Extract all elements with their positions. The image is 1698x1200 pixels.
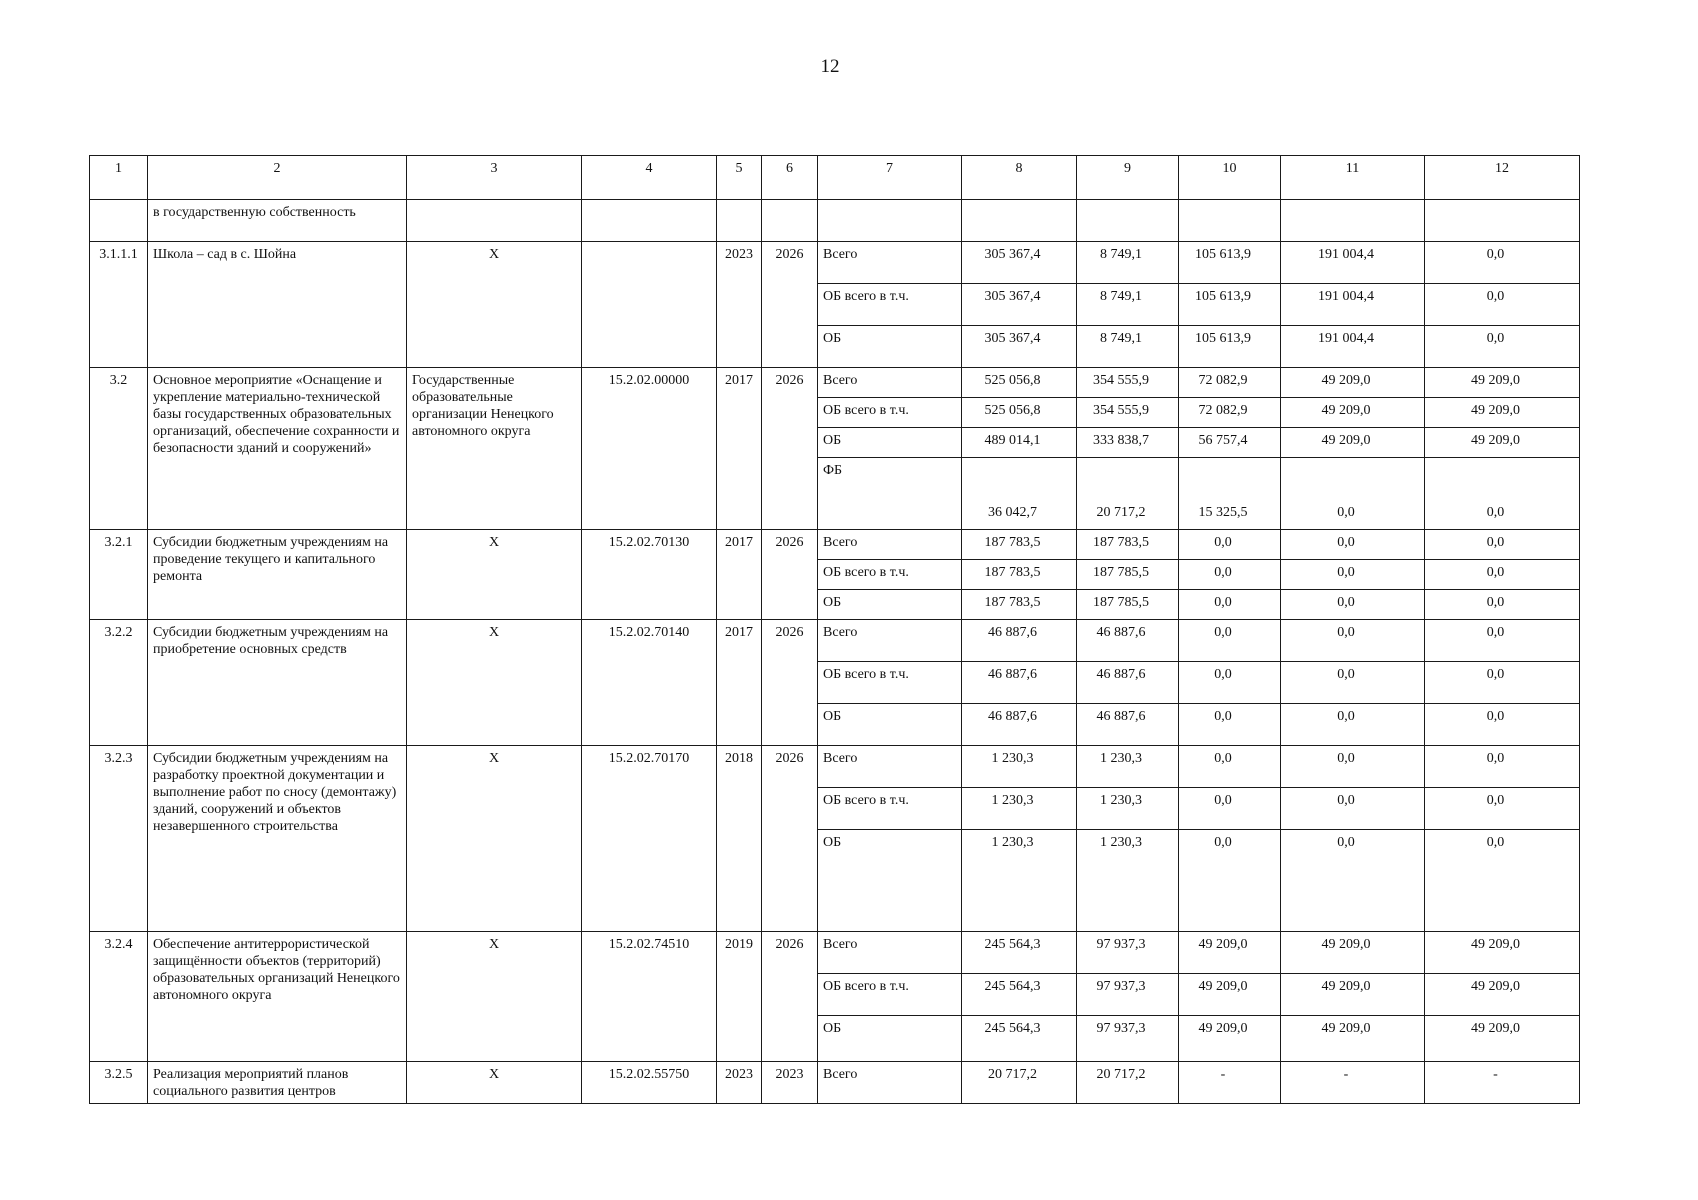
column-number: 3 xyxy=(407,156,582,200)
amount-11: 49 209,0 xyxy=(1281,1016,1425,1062)
amount-12: 49 209,0 xyxy=(1425,1016,1580,1062)
column-number: 9 xyxy=(1077,156,1179,200)
amount-9: 333 838,7 xyxy=(1077,428,1179,458)
row-code xyxy=(582,242,717,368)
row-number: 3.2.3 xyxy=(90,746,148,932)
row-number: 3.2.2 xyxy=(90,620,148,746)
amount-12: - xyxy=(1425,1062,1580,1104)
funding-source: ОБ всего в т.ч. xyxy=(818,560,962,590)
row-end-year: 2026 xyxy=(762,368,818,530)
amount-11: 0,0 xyxy=(1281,590,1425,620)
amount-8: 46 887,6 xyxy=(962,662,1077,704)
row-executor: Х xyxy=(407,932,582,1062)
row-start-year: 2017 xyxy=(717,368,762,530)
budget-table xyxy=(89,155,1580,1104)
column-number: 8 xyxy=(962,156,1077,200)
amount-8: 245 564,3 xyxy=(962,932,1077,974)
amount-9: 1 230,3 xyxy=(1077,788,1179,830)
row-executor: Х xyxy=(407,530,582,620)
amount-10: 0,0 xyxy=(1179,662,1281,704)
row-number: 3.2.5 xyxy=(90,1062,148,1104)
table-row xyxy=(90,620,1580,662)
amount-8: 46 887,6 xyxy=(962,704,1077,746)
amount-11: 0,0 xyxy=(1281,560,1425,590)
amount-9: 46 887,6 xyxy=(1077,662,1179,704)
amount-9: 97 937,3 xyxy=(1077,932,1179,974)
amount-11: 49 209,0 xyxy=(1281,974,1425,1016)
table-row xyxy=(90,530,1580,560)
amount-10: 0,0 xyxy=(1179,560,1281,590)
amount-12: 0,0 xyxy=(1425,530,1580,560)
amount-10: 72 082,9 xyxy=(1179,398,1281,428)
row-number: 3.2 xyxy=(90,368,148,530)
row-start-year: 2017 xyxy=(717,620,762,746)
row-executor: Государственные образовательные организации Ненецкого автономного округа xyxy=(407,368,582,530)
amount-12: 0,0 xyxy=(1425,704,1580,746)
amount-10: 0,0 xyxy=(1179,830,1281,932)
row-executor: Х xyxy=(407,620,582,746)
amount-8: 20 717,2 xyxy=(962,1062,1077,1104)
table-row xyxy=(90,242,1580,284)
amount-8: 245 564,3 xyxy=(962,974,1077,1016)
amount-9: 46 887,6 xyxy=(1077,704,1179,746)
column-number: 4 xyxy=(582,156,717,200)
amount-10: 15 325,5 xyxy=(1179,458,1281,530)
amount-12: 49 209,0 xyxy=(1425,974,1580,1016)
row-start-year: 2023 xyxy=(717,242,762,368)
amount-11: 0,0 xyxy=(1281,830,1425,932)
funding-source: ОБ всего в т.ч. xyxy=(818,398,962,428)
row-end-year: 2026 xyxy=(762,242,818,368)
funding-source: ОБ xyxy=(818,326,962,368)
amount-8: 187 783,5 xyxy=(962,530,1077,560)
funding-source: Всего xyxy=(818,368,962,398)
amount-11: 49 209,0 xyxy=(1281,368,1425,398)
amount-10: 0,0 xyxy=(1179,590,1281,620)
column-number: 7 xyxy=(818,156,962,200)
amount-8: 305 367,4 xyxy=(962,242,1077,284)
column-number: 2 xyxy=(148,156,407,200)
amount-9: 20 717,2 xyxy=(1077,1062,1179,1104)
funding-source: Всего xyxy=(818,932,962,974)
continuation-text: в государственную собственность xyxy=(148,200,407,242)
amount-10: 105 613,9 xyxy=(1179,242,1281,284)
amount-10: 0,0 xyxy=(1179,746,1281,788)
amount-9: 354 555,9 xyxy=(1077,368,1179,398)
amount-8: 305 367,4 xyxy=(962,284,1077,326)
amount-11: 191 004,4 xyxy=(1281,284,1425,326)
amount-12: 0,0 xyxy=(1425,326,1580,368)
funding-source: ОБ xyxy=(818,590,962,620)
amount-11: 0,0 xyxy=(1281,704,1425,746)
amount-11: 49 209,0 xyxy=(1281,428,1425,458)
amount-10: - xyxy=(1179,1062,1281,1104)
funding-source: ОБ xyxy=(818,1016,962,1062)
row-name: Реализация мероприятий планов социального развития центров xyxy=(148,1062,407,1104)
row-code: 15.2.02.70170 xyxy=(582,746,717,932)
row-executor: Х xyxy=(407,1062,582,1104)
amount-8: 489 014,1 xyxy=(962,428,1077,458)
row-end-year: 2026 xyxy=(762,932,818,1062)
table-row xyxy=(90,746,1580,788)
amount-9: 97 937,3 xyxy=(1077,974,1179,1016)
column-number: 6 xyxy=(762,156,818,200)
row-code: 15.2.02.55750 xyxy=(582,1062,717,1104)
continuation-row xyxy=(90,200,1580,242)
amount-12: 0,0 xyxy=(1425,284,1580,326)
amount-10: 49 209,0 xyxy=(1179,1016,1281,1062)
row-end-year: 2026 xyxy=(762,620,818,746)
amount-8: 1 230,3 xyxy=(962,746,1077,788)
row-end-year: 2023 xyxy=(762,1062,818,1104)
amount-9: 8 749,1 xyxy=(1077,284,1179,326)
table-row xyxy=(90,368,1580,398)
funding-source: ОБ всего в т.ч. xyxy=(818,788,962,830)
amount-10: 105 613,9 xyxy=(1179,284,1281,326)
amount-8: 525 056,8 xyxy=(962,398,1077,428)
amount-10: 105 613,9 xyxy=(1179,326,1281,368)
amount-12: 49 209,0 xyxy=(1425,368,1580,398)
amount-8: 525 056,8 xyxy=(962,368,1077,398)
amount-9: 8 749,1 xyxy=(1077,326,1179,368)
row-name: Субсидии бюджетным учреждениям на приобретение основных средств xyxy=(148,620,407,746)
amount-9: 187 785,5 xyxy=(1077,590,1179,620)
row-start-year: 2023 xyxy=(717,1062,762,1104)
amount-11: 191 004,4 xyxy=(1281,326,1425,368)
column-number: 1 xyxy=(90,156,148,200)
amount-12: 49 209,0 xyxy=(1425,428,1580,458)
row-name: Основное мероприятие «Оснащение и укрепление материально-технической базы государственных образовательных организаций, обеспечение сохранности и безопасности зданий и сооружений» xyxy=(148,368,407,530)
amount-11: 0,0 xyxy=(1281,788,1425,830)
amount-12: 49 209,0 xyxy=(1425,398,1580,428)
amount-8: 36 042,7 xyxy=(962,458,1077,530)
amount-8: 1 230,3 xyxy=(962,788,1077,830)
amount-9: 8 749,1 xyxy=(1077,242,1179,284)
funding-source: ОБ всего в т.ч. xyxy=(818,662,962,704)
row-executor: Х xyxy=(407,746,582,932)
funding-source: Всего xyxy=(818,1062,962,1104)
amount-11: 49 209,0 xyxy=(1281,932,1425,974)
amount-12: 49 209,0 xyxy=(1425,932,1580,974)
amount-12: 0,0 xyxy=(1425,788,1580,830)
amount-11: 0,0 xyxy=(1281,458,1425,530)
amount-8: 1 230,3 xyxy=(962,830,1077,932)
funding-source: ФБ xyxy=(818,458,962,530)
row-code: 15.2.02.00000 xyxy=(582,368,717,530)
amount-9: 20 717,2 xyxy=(1077,458,1179,530)
funding-source: Всего xyxy=(818,746,962,788)
amount-9: 187 785,5 xyxy=(1077,560,1179,590)
amount-12: 0,0 xyxy=(1425,620,1580,662)
row-code: 15.2.02.70130 xyxy=(582,530,717,620)
column-number: 11 xyxy=(1281,156,1425,200)
row-number: 3.2.4 xyxy=(90,932,148,1062)
amount-10: 0,0 xyxy=(1179,620,1281,662)
amount-12: 0,0 xyxy=(1425,590,1580,620)
funding-source: ОБ xyxy=(818,704,962,746)
amount-11: 0,0 xyxy=(1281,662,1425,704)
row-number: 3.1.1.1 xyxy=(90,242,148,368)
row-end-year: 2026 xyxy=(762,530,818,620)
amount-12: 0,0 xyxy=(1425,662,1580,704)
row-name: Субсидии бюджетным учреждениям на разработку проектной документации и выполнение работ по сносу (демонтажу) зданий, сооружений и объектов незавершенного строительства xyxy=(148,746,407,932)
row-start-year: 2019 xyxy=(717,932,762,1062)
amount-12: 0,0 xyxy=(1425,830,1580,932)
amount-9: 1 230,3 xyxy=(1077,746,1179,788)
amount-9: 354 555,9 xyxy=(1077,398,1179,428)
amount-10: 56 757,4 xyxy=(1179,428,1281,458)
row-start-year: 2018 xyxy=(717,746,762,932)
amount-8: 187 783,5 xyxy=(962,560,1077,590)
amount-12: 0,0 xyxy=(1425,560,1580,590)
row-number: 3.2.1 xyxy=(90,530,148,620)
amount-9: 46 887,6 xyxy=(1077,620,1179,662)
amount-9: 187 783,5 xyxy=(1077,530,1179,560)
amount-11: 0,0 xyxy=(1281,746,1425,788)
amount-10: 0,0 xyxy=(1179,704,1281,746)
row-end-year: 2026 xyxy=(762,746,818,932)
amount-11: 49 209,0 xyxy=(1281,398,1425,428)
amount-12: 0,0 xyxy=(1425,746,1580,788)
amount-11: 0,0 xyxy=(1281,620,1425,662)
amount-8: 305 367,4 xyxy=(962,326,1077,368)
amount-12: 0,0 xyxy=(1425,242,1580,284)
row-name: Обеспечение антитеррористической защищённости объектов (территорий) образовательных организаций Ненецкого автономного округа xyxy=(148,932,407,1062)
row-name: Субсидии бюджетным учреждениям на проведение текущего и капитального ремонта xyxy=(148,530,407,620)
table-row xyxy=(90,1062,1580,1104)
amount-8: 46 887,6 xyxy=(962,620,1077,662)
row-start-year: 2017 xyxy=(717,530,762,620)
funding-source: ОБ xyxy=(818,830,962,932)
funding-source: ОБ xyxy=(818,428,962,458)
amount-10: 72 082,9 xyxy=(1179,368,1281,398)
amount-10: 0,0 xyxy=(1179,788,1281,830)
amount-11: - xyxy=(1281,1062,1425,1104)
column-number: 5 xyxy=(717,156,762,200)
amount-11: 191 004,4 xyxy=(1281,242,1425,284)
amount-8: 245 564,3 xyxy=(962,1016,1077,1062)
column-number: 12 xyxy=(1425,156,1580,200)
row-code: 15.2.02.70140 xyxy=(582,620,717,746)
funding-source: ОБ всего в т.ч. xyxy=(818,284,962,326)
funding-source: Всего xyxy=(818,620,962,662)
amount-10: 0,0 xyxy=(1179,530,1281,560)
row-executor: Х xyxy=(407,242,582,368)
amount-10: 49 209,0 xyxy=(1179,974,1281,1016)
amount-8: 187 783,5 xyxy=(962,590,1077,620)
amount-9: 97 937,3 xyxy=(1077,1016,1179,1062)
row-name: Школа – сад в с. Шойна xyxy=(148,242,407,368)
amount-11: 0,0 xyxy=(1281,530,1425,560)
amount-10: 49 209,0 xyxy=(1179,932,1281,974)
funding-source: Всего xyxy=(818,530,962,560)
funding-source: Всего xyxy=(818,242,962,284)
funding-source: ОБ всего в т.ч. xyxy=(818,974,962,1016)
column-number-row xyxy=(90,156,1580,200)
table-row xyxy=(90,932,1580,974)
page-number: 12 xyxy=(820,56,840,77)
amount-9: 1 230,3 xyxy=(1077,830,1179,932)
row-code: 15.2.02.74510 xyxy=(582,932,717,1062)
column-number: 10 xyxy=(1179,156,1281,200)
amount-12: 0,0 xyxy=(1425,458,1580,530)
